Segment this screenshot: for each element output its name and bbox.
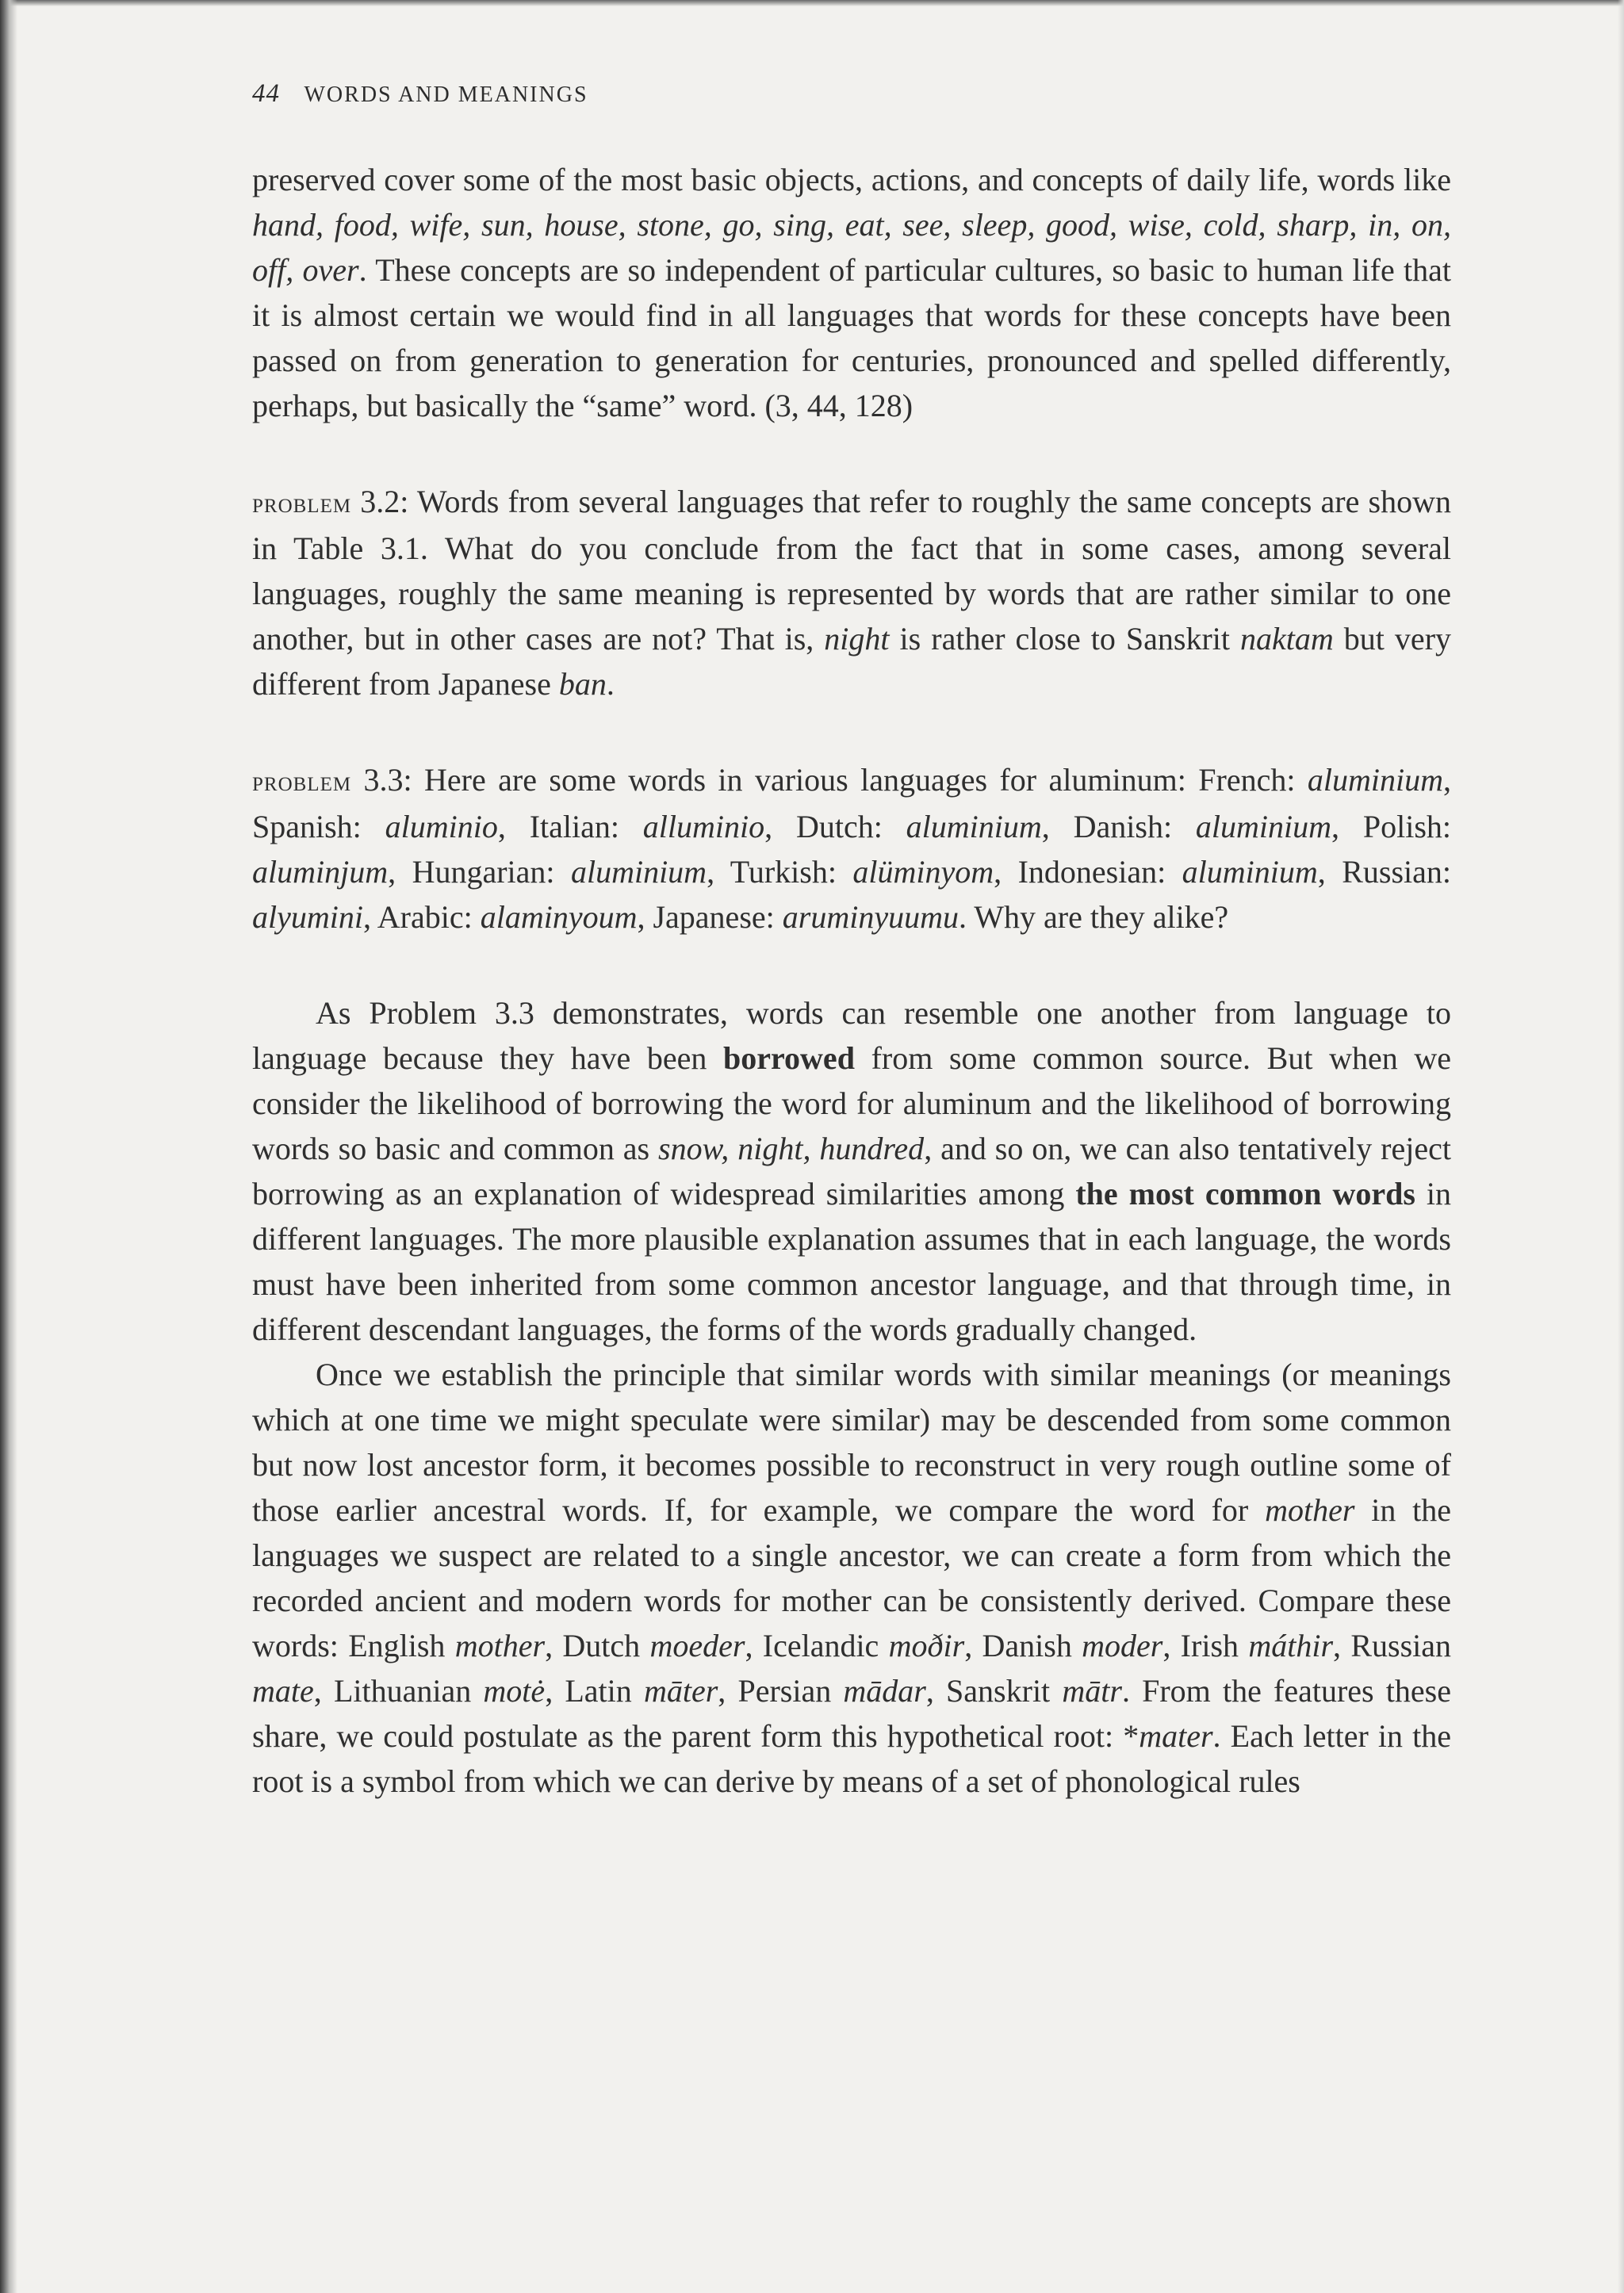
scan-edge-left (0, 0, 17, 2293)
italic-term: mother (1265, 1492, 1355, 1528)
italic-term: mater (1139, 1718, 1213, 1754)
italic-term: mātr (1062, 1673, 1122, 1709)
problem-3-3: problem 3.3: Here are some words in various languages for aluminum: French: aluminium, Spanish: aluminio, Italian: alluminio, Dutch: aluminium, Danish: aluminium, Polish: aluminjum, Hungarian: aluminium, Turkish: alüminyom, Indonesian: aluminium, Russian: alyumini, Arabic: alaminyoum, Japanese: aruminyuumu. Why are they alike? (252, 762, 1451, 935)
italic-term: night (824, 621, 890, 657)
italic-term: naktam (1240, 621, 1334, 657)
running-head (252, 79, 1451, 122)
italic-term: aluminjum (252, 854, 389, 890)
bold-term: borrowed (723, 1040, 855, 1076)
problem-label: problem (252, 765, 352, 797)
italic-term: aluminio (385, 809, 498, 844)
paragraph-basic-words: preserved cover some of the most basic objects, actions, and concepts of daily life, words like hand, food, wife, sun, house, stone, go, sing, eat, see, sleep, good, wise, cold, sharp, in, on, off, over. These concepts are so independent of particular cultures, so basic to human life that it is almost certain we would find in all languages that words for these concepts have been passed on from generation to generation for centuries, pronounced and spelled differently, perhaps, but basically the “same” word. (3, 44, 128) (252, 162, 1451, 423)
italic-term: aluminium (570, 854, 707, 890)
italic-term: alüminyom (852, 854, 994, 890)
italic-term: moder (1082, 1628, 1163, 1663)
book-page (252, 79, 1451, 1804)
italic-term: aluminium (906, 809, 1042, 844)
italic-term: moeder (649, 1628, 745, 1663)
italic-term: máthir (1248, 1628, 1334, 1663)
italic-term: alaminyoum (480, 899, 638, 935)
italic-term: mate (252, 1673, 314, 1709)
italic-term: hand, food, wife, sun, house, stone, go, sing, eat, see, sleep, good, wise, cold, sharp, in, on, off, over (252, 207, 1451, 288)
italic-term: snow, night, hundred (658, 1131, 925, 1166)
scan-edge-right (1618, 0, 1624, 2293)
scan-edge-top (0, 0, 1624, 6)
italic-term: alluminio (642, 809, 765, 844)
italic-term: aluminium (1182, 854, 1318, 890)
italic-term: moðir (888, 1628, 965, 1663)
italic-term: mother (454, 1628, 546, 1663)
italic-term: māter (643, 1673, 718, 1709)
italic-term: mādar (843, 1673, 926, 1709)
problem-3-2: problem 3.2: Words from several languages that refer to roughly the same concepts are shown in Table 3.1. What do you conclude from the fact that in some cases, among several languages, roughly the same meaning is represented by words that are rather similar to one another, but in other cases are not? That is, night is rather close to Sanskrit naktam but very different from Japanese ban. (252, 484, 1452, 702)
bold-term: the most common words (1075, 1176, 1415, 1212)
problem-label: problem (252, 487, 352, 519)
italic-term: motė (483, 1673, 546, 1709)
running-title: WORDS AND MEANINGS (304, 82, 588, 107)
italic-term: aluminium (1195, 809, 1332, 844)
italic-term: aluminium (1307, 762, 1443, 798)
paragraph-borrowing: As Problem 3.3 demonstrates, words can resemble one another from language to language because they have been borrowed from some common source. But when we consider the likelihood of borrowing the word for aluminum and the likelihood of borrowing words so basic and common as snow, night, hundred, and so on, we can also tentatively reject borrowing as an explanation of widespread similarities among the most common words in different languages. The more plausible explanation assumes that in each language, the words must have been inherited from some common ancestor language, and that through time, in different descendant languages, the forms of the words gradually changed. (252, 995, 1452, 1347)
italic-term: alyumini (252, 899, 363, 935)
paragraph-reconstruction: Once we establish the principle that similar words with similar meanings (or meanings which at one time we might speculate were similar) may be descended from some common but now lost ancestor form, it becomes possible to reconstruct in very rough outline some of those earlier ancestral words. If, for example, we compare the word for mother in the languages we suspect are related to a single ancestor, we can create a form from which the recorded ancient and modern words for mother can be consistently derived. Compare these words: English mother, Dutch moeder, Icelandic moðir, Danish moder, Irish máthir, Russian mate, Lithuanian motė, Latin māter, Persian mādar, Sanskrit mātr. From the features these share, we could postulate as the parent form this hypothetical root: *mater. Each letter in the root is a symbol from which we can derive by means of a set of phonological rules (252, 1357, 1452, 1799)
italic-term: ban (558, 666, 607, 702)
page-number: 44 (252, 79, 280, 108)
italic-term: aruminyuumu (782, 899, 959, 935)
